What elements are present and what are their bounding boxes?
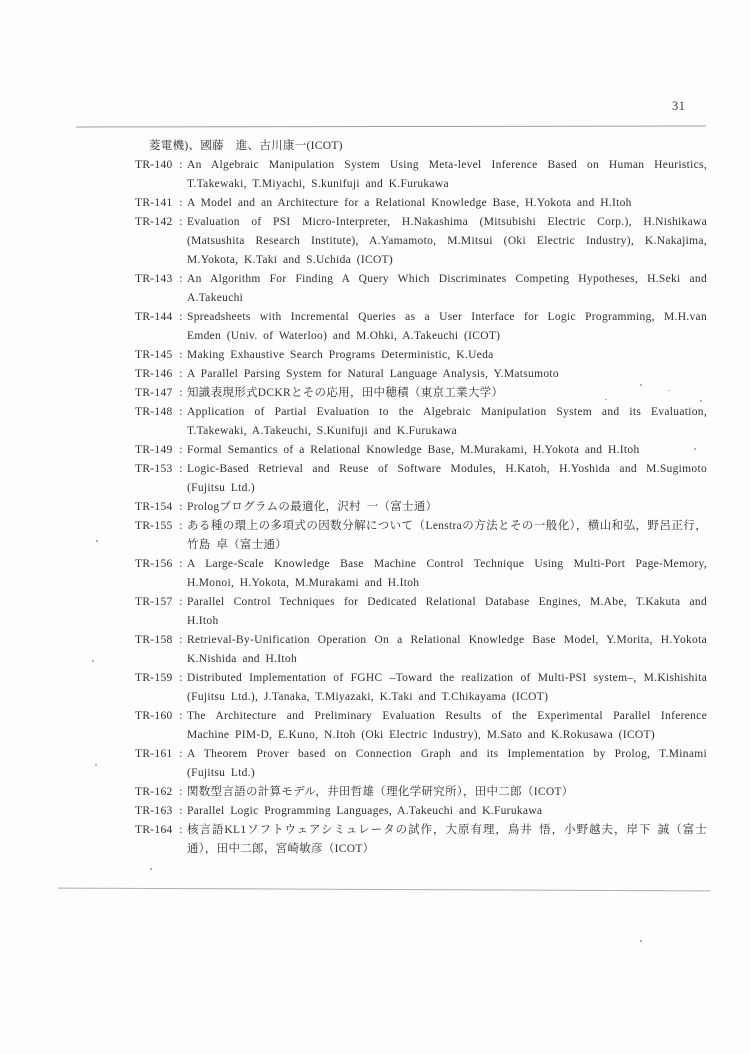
separator: :: [179, 406, 183, 418]
report-id: TR-154: [135, 501, 173, 513]
report-entry: [135, 270, 707, 308]
separator: :: [179, 311, 183, 323]
scan-speck: [694, 448, 696, 450]
report-entry: [135, 593, 707, 631]
report-entry: [135, 669, 707, 707]
report-id: TR-143: [135, 273, 173, 285]
separator: :: [179, 368, 183, 380]
scan-speck: [640, 384, 642, 386]
separator: :: [179, 710, 183, 722]
report-id: TR-157: [135, 596, 173, 608]
scan-speck: [92, 660, 94, 662]
report-title: Parallel Logic Programming Languages, A.Takeuchi and K.Furukawa: [187, 805, 543, 817]
report-id: TR-158: [135, 634, 173, 646]
scan-speck: [605, 399, 607, 400]
report-entry: [135, 156, 707, 194]
report-title: A Model and an Architecture for a Relational Knowledge Base, H.Yokota and H.Itoh: [187, 197, 632, 209]
report-entry: [135, 745, 707, 783]
report-id: TR-156: [135, 558, 173, 570]
report-title: An Algorithm For Finding A Query Which Discriminates Competing Hypotheses, H.Seki and A.Takeuchi: [187, 273, 707, 304]
separator: :: [179, 501, 183, 513]
report-entry: [135, 555, 707, 593]
report-id: TR-146: [135, 368, 173, 380]
separator: :: [179, 634, 183, 646]
report-entry: [135, 631, 707, 669]
report-title: Parallel Control Techniques for Dedicated Relational Database Engines, M.Abe, T.Kakuta and H.Itoh: [187, 596, 707, 627]
report-entry: [135, 821, 707, 859]
separator: :: [179, 273, 183, 285]
report-title: A Theorem Prover based on Connection Graph and its Implementation by Prolog, T.Minami (Fujitsu Ltd.): [187, 748, 707, 779]
report-title: Distributed Implementation of FGHC –Toward the realization of Multi-PSI system–, M.Kishishita (Fujitsu Ltd.), J.Tanaka, T.Miyazaki, K.Taki and T.Chikayama (ICOT): [187, 672, 707, 703]
report-id: TR-147: [135, 387, 173, 399]
report-title: Formal Semantics of a Relational Knowledge Base, M.Murakami, H.Yokota and H.Itoh: [187, 444, 640, 456]
report-id: TR-142: [135, 216, 173, 228]
separator: :: [179, 596, 183, 608]
page-number: 31: [672, 99, 686, 113]
report-title: 関数型言語の計算モデル，井田哲雄（理化学研究所），田中二郎（ICOT）: [187, 786, 574, 798]
separator: :: [179, 558, 183, 570]
report-id: TR-145: [135, 349, 173, 361]
report-id: TR-160: [135, 710, 173, 722]
separator: :: [179, 463, 183, 475]
scan-speck: [668, 390, 670, 391]
report-entry: [135, 194, 707, 213]
report-title: Making Exhaustive Search Programs Deterministic, K.Ueda: [187, 349, 494, 361]
report-entry: [135, 517, 707, 555]
report-title: A Large-Scale Knowledge Base Machine Control Technique Using Multi-Port Page-Memory, H.Monoi, H.Yokota, M.Murakami and H.Itoh: [187, 558, 707, 589]
report-id: TR-149: [135, 444, 173, 456]
report-entry: [135, 498, 707, 517]
report-title: 核言語KL1ソフトウェアシミュレータの試作，大原有理，鳥井 悟，小野越夫，岸下 誠（富士通），田中二郎，宮崎敏彦（ICOT）: [187, 824, 707, 855]
report-title: Application of Partial Evaluation to the Algebraic Manipulation System and its Evaluation, T.Takewaki, A.Takeuchi, S.Kunifuji and K.Furukawa: [187, 406, 707, 437]
scan-speck: [95, 764, 97, 766]
report-entry: [135, 346, 707, 365]
separator: :: [179, 786, 183, 798]
report-entry: [135, 213, 707, 270]
separator: :: [179, 520, 183, 532]
report-id: TR-161: [135, 748, 173, 760]
report-title: Logic-Based Retrieval and Reuse of Software Modules, H.Katoh, H.Yoshida and M.Sugimoto (Fujitsu Ltd.): [187, 463, 707, 494]
report-id: TR-153: [135, 463, 173, 475]
separator: :: [179, 748, 183, 760]
separator: :: [179, 387, 183, 399]
report-entry: [135, 365, 707, 384]
separator: :: [179, 216, 183, 228]
report-title: 知識表現形式DCKRとその応用，田中穂積（東京工業大学）: [187, 387, 504, 399]
report-title: A Parallel Parsing System for Natural Language Analysis, Y.Matsumoto: [187, 368, 559, 380]
separator: :: [179, 197, 183, 209]
scan-speck: [96, 540, 98, 542]
report-entry: [135, 403, 707, 441]
report-title: Prologプログラムの最適化，沢村 一（富士通）: [187, 501, 438, 513]
report-entry: [135, 441, 707, 460]
report-id: TR-140: [135, 159, 173, 171]
report-id: TR-148: [135, 406, 173, 418]
report-id: TR-159: [135, 672, 173, 684]
report-entry: [135, 783, 707, 802]
report-id: TR-163: [135, 805, 173, 817]
separator: :: [179, 824, 183, 836]
report-entry: [135, 707, 707, 745]
top-horizontal-rule: [76, 126, 706, 128]
separator: :: [179, 349, 183, 361]
report-title: Retrieval-By-Unification Operation On a Relational Knowledge Base Model, Y.Morita, H.Yokota K.Nishida and H.Itoh: [187, 634, 707, 665]
separator: :: [179, 444, 183, 456]
report-id: TR-144: [135, 311, 173, 323]
report-title: Spreadsheets with Incremental Queries as a User Interface for Logic Programming, M.H.van Emden (Univ. of Waterloo) and M.Ohki, A.Takeuchi (ICOT): [187, 311, 707, 342]
report-id: TR-155: [135, 520, 173, 532]
report-id: TR-141: [135, 197, 173, 209]
report-id: TR-162: [135, 786, 173, 798]
scan-speck: [150, 868, 152, 870]
report-title: The Architecture and Preliminary Evaluation Results of the Experimental Parallel Inference Machine PIM-D, E.Kuno, N.Itoh (Oki Electric Industry), M.Sato and K.Rokusawa (ICOT): [187, 710, 707, 741]
scan-speck: [700, 400, 702, 402]
report-id: TR-164: [135, 824, 173, 836]
report-list: [135, 137, 707, 859]
separator: :: [179, 159, 183, 171]
separator: :: [179, 805, 183, 817]
report-title: ある種の環上の多項式の因数分解について（Lenstraの方法とその一般化），横山和弘，野呂正行，竹島 卓（富士通）: [187, 520, 707, 551]
report-title: An Algebraic Manipulation System Using Meta-level Inference Based on Human Heuristics, T.Takewaki, T.Miyachi, S.kunifuji and K.Furukawa: [187, 159, 707, 190]
report-entry: [135, 460, 707, 498]
separator: :: [179, 672, 183, 684]
report-entry: [135, 384, 707, 403]
report-title: Evaluation of PSI Micro-Interpreter, H.Nakashima (Mitsubishi Electric Corp.), H.Nishikawa (Matsushita Research Institute), A.Yamamoto, M.Mitsui (Oki Electric Industry), K.Nakajima, M.Yokota, K.Taki and S.Uchida (ICOT): [187, 216, 707, 266]
continuation-line: 菱電機)、國藤 進、古川康一(ICOT): [149, 140, 343, 152]
bottom-horizontal-rule: [58, 888, 710, 892]
scan-speck: [640, 940, 642, 942]
report-entry: [135, 308, 707, 346]
report-entry: [135, 802, 707, 821]
